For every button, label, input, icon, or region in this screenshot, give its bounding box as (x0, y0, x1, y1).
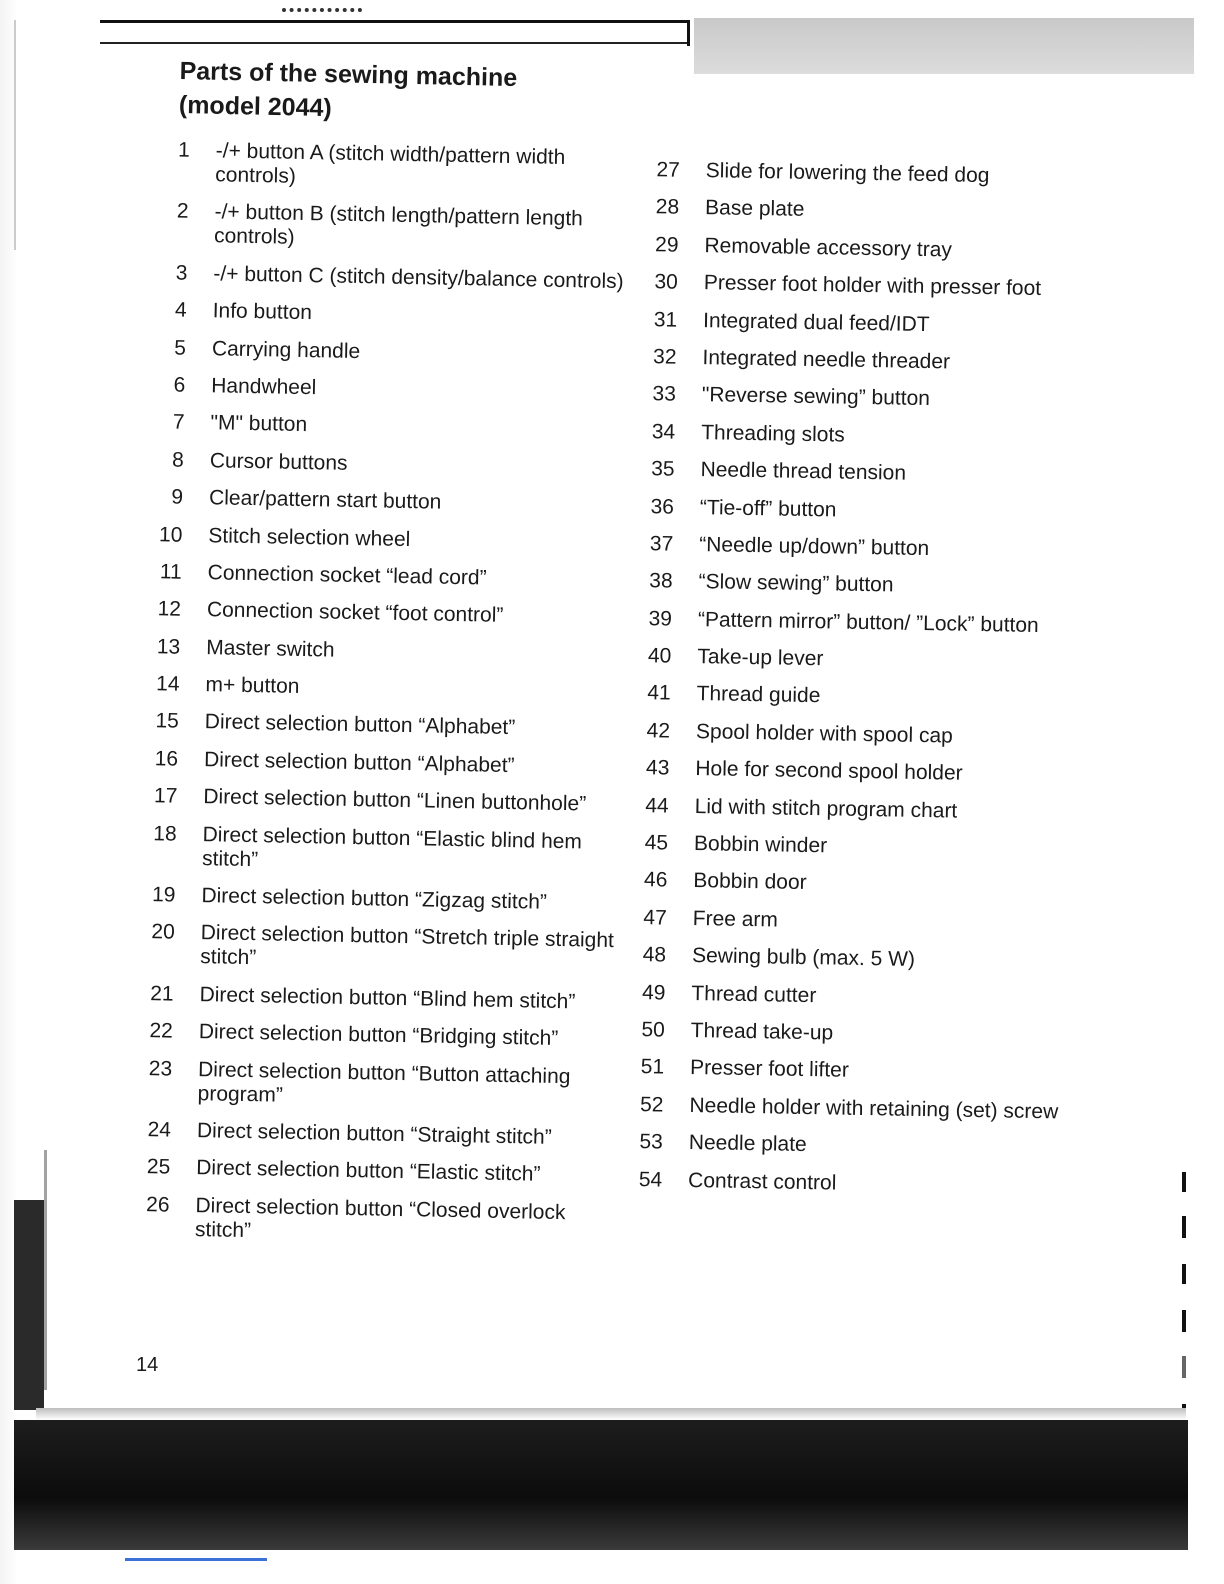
item-number: 5 (174, 336, 187, 360)
item-label: Sewing bulb (max. 5 W) (691, 944, 916, 972)
list-item (136, 822, 627, 879)
item-number: 19 (151, 883, 176, 907)
list-item (146, 298, 636, 331)
item-label: Thread cutter (691, 981, 817, 1007)
item-number: 26 (145, 1192, 170, 1217)
item-label: Bobbin winder (693, 832, 828, 858)
item-label: Direct selection button “Alphabet” (204, 710, 516, 740)
item-label: Needle holder with retaining (set) screw (689, 1093, 1059, 1124)
list-item (626, 943, 1076, 975)
item-label: Master switch (206, 635, 335, 662)
item-number: 9 (171, 485, 184, 509)
item-number: 18 (153, 821, 177, 846)
item-number: 49 (641, 980, 666, 1005)
item-number: 28 (655, 195, 680, 220)
item-number: 7 (172, 410, 185, 435)
item-label: Free arm (692, 906, 779, 932)
list-item (130, 1155, 620, 1188)
item-number: 32 (652, 345, 677, 369)
item-label: “Needle up/down” button (699, 533, 930, 561)
list-item (628, 831, 1078, 863)
item-number: 51 (640, 1055, 665, 1079)
item-number: 2 (176, 199, 189, 224)
item-label: Carrying handle (211, 336, 361, 363)
header-gray-band (694, 18, 1194, 74)
list-item (640, 158, 1090, 190)
item-label: Contrast control (687, 1168, 837, 1195)
item-label: Integrated dual feed/IDT (702, 308, 930, 336)
scan-bottom-dark-band (14, 1420, 1188, 1550)
item-label: Cursor buttons (209, 448, 348, 475)
item-number: 25 (146, 1155, 171, 1179)
item-number: 4 (174, 298, 187, 322)
item-number: 37 (649, 532, 674, 556)
list-item (623, 1130, 1073, 1162)
item-number: 41 (647, 681, 671, 706)
list-item (627, 868, 1077, 900)
item-label: Connection socket “foot control” (206, 598, 504, 628)
item-label: Stitch selection wheel (208, 523, 411, 551)
item-label: Direct selection button “Closed overlock stitch” (194, 1193, 566, 1242)
list-item (131, 1056, 622, 1113)
header-rule-tick (687, 20, 690, 46)
item-number: 53 (639, 1130, 664, 1154)
scan-binding-shadow (14, 1200, 44, 1410)
item-label: Direct selection button “Straight stitch” (196, 1119, 552, 1149)
item-label: “Slow sewing” button (698, 570, 894, 597)
item-label: Take-up lever (697, 645, 824, 671)
item-label: Direct selection button “Elastic stitch” (196, 1156, 541, 1187)
item-label: “Pattern mirror” button/ ”Lock” button (697, 607, 1039, 637)
item-label: Base plate (704, 196, 805, 222)
item-number: 42 (646, 719, 671, 743)
list-item (635, 420, 1085, 452)
list-item (133, 982, 623, 1015)
item-label: -/+ button C (stitch density/balance controls) (213, 262, 624, 293)
item-number: 8 (171, 448, 185, 472)
item-label: Direct selection button “Zigzag stitch” (201, 884, 548, 914)
list-item (147, 261, 637, 294)
item-number: 46 (643, 868, 668, 893)
list-item (134, 920, 625, 977)
list-item (625, 980, 1075, 1012)
page-number: 14 (136, 1354, 159, 1376)
item-label: Bobbin door (693, 869, 807, 895)
list-item (139, 672, 629, 705)
list-item (632, 607, 1082, 639)
scan-margin-mark (1182, 1356, 1186, 1378)
item-number: 17 (153, 784, 178, 808)
list-item (630, 719, 1080, 751)
item-label: Presser foot holder with presser foot (703, 271, 1042, 301)
item-label: Direct selection button “Blind hem stitch” (199, 982, 576, 1014)
list-item (144, 448, 634, 481)
list-item (144, 410, 634, 443)
item-number: 24 (147, 1118, 172, 1142)
page-title (179, 54, 518, 129)
list-item (627, 906, 1077, 938)
item-number: 14 (155, 672, 180, 696)
list-item (145, 373, 635, 406)
list-item (633, 532, 1083, 564)
list-item (137, 784, 627, 817)
item-number: 3 (175, 261, 188, 285)
list-item (623, 1093, 1073, 1125)
item-number: 39 (648, 606, 673, 631)
list-item (146, 336, 636, 369)
item-number: 33 (652, 382, 677, 407)
item-number: 34 (651, 419, 676, 444)
item-label: Presser foot lifter (689, 1056, 850, 1083)
item-number: 35 (651, 457, 675, 481)
item-label: Hole for second spool holder (695, 757, 963, 785)
item-label: Direct selection button “Alphabet” (203, 748, 515, 777)
item-number: 54 (638, 1167, 663, 1192)
item-number: 16 (154, 747, 179, 771)
parts-list-right (622, 158, 1090, 1213)
item-number: 1 (177, 138, 190, 162)
scan-margin-mark (1182, 1310, 1186, 1332)
item-number: 22 (149, 1019, 174, 1043)
list-item (632, 569, 1082, 601)
list-item (636, 345, 1086, 377)
item-label: Direct selection button “Bridging stitch” (198, 1020, 559, 1051)
list-item (628, 794, 1078, 826)
item-label: Spool holder with spool cap (695, 719, 954, 748)
item-label: Removable accessory tray (704, 233, 953, 262)
item-label: Integrated needle threader (702, 346, 951, 374)
item-number: 20 (151, 920, 175, 945)
list-item (142, 522, 632, 555)
item-label: Slide for lowering the feed dog (705, 159, 990, 188)
item-number: 23 (148, 1056, 173, 1081)
scan-stripe (44, 1150, 47, 1390)
list-item (129, 1193, 620, 1250)
item-number: 30 (654, 270, 679, 294)
list-item (141, 597, 631, 630)
list-item (638, 270, 1088, 302)
list-item (634, 494, 1084, 526)
list-item (148, 199, 639, 256)
list-item (141, 560, 631, 593)
item-number: 44 (645, 793, 669, 818)
item-label: Info button (212, 299, 313, 325)
item-label: Threading slots (701, 420, 845, 447)
list-item (622, 1167, 1072, 1199)
parts-list-left (129, 138, 640, 1263)
item-label: "M" button (210, 411, 308, 437)
item-label: -/+ button A (stitch width/pattern width controls) (215, 139, 566, 188)
item-number: 15 (155, 709, 180, 734)
item-label: Needle thread tension (700, 458, 907, 485)
item-number: 36 (650, 494, 675, 519)
scan-margin-mark (1182, 1172, 1186, 1192)
list-item (143, 485, 633, 518)
list-item (629, 756, 1079, 788)
item-number: 31 (653, 307, 678, 332)
item-label: Lid with stitch program chart (694, 794, 958, 823)
item-label: Clear/pattern start button (208, 486, 442, 514)
item-number: 50 (641, 1018, 665, 1042)
list-item (624, 1055, 1074, 1087)
list-item (634, 457, 1084, 489)
list-item (149, 138, 640, 195)
list-item (131, 1118, 621, 1151)
item-label: Direct selection button “Elastic blind hem stitch” (201, 822, 583, 871)
item-label: Thread take-up (690, 1019, 834, 1045)
item-label: Direct selection button “Stretch triple straight stitch” (200, 921, 615, 970)
item-number: 48 (642, 943, 667, 967)
scan-stripe (14, 20, 16, 250)
item-number: 27 (656, 158, 680, 182)
list-item (639, 195, 1089, 227)
header-rule (100, 42, 688, 44)
item-label: Thread guide (696, 682, 821, 708)
item-label: Needle plate (688, 1131, 807, 1157)
item-label: Handwheel (211, 374, 317, 400)
scan-bottom-blue-line (125, 1558, 267, 1561)
page-title-line-2: (model 2044) (178, 90, 333, 123)
list-item (135, 883, 625, 916)
item-number: 10 (158, 522, 183, 547)
list-item (138, 747, 628, 780)
item-number: 29 (654, 233, 679, 257)
scan-margin-mark (1182, 1264, 1186, 1284)
list-item (625, 1018, 1075, 1050)
item-number: 40 (647, 644, 672, 668)
list-item (133, 1019, 623, 1052)
item-number: 13 (156, 634, 181, 659)
item-number: 6 (173, 373, 186, 397)
item-label: Connection socket “lead cord” (207, 561, 487, 590)
item-number: 21 (149, 981, 174, 1006)
list-item (630, 681, 1080, 713)
item-number: 38 (649, 569, 673, 593)
list-item (636, 382, 1086, 414)
item-label: m+ button (205, 673, 300, 699)
item-label: “Tie-off” button (699, 495, 837, 521)
item-number: 11 (159, 560, 182, 584)
cropped-header-text (282, 8, 362, 18)
item-number: 43 (645, 756, 670, 780)
item-label: Direct selection button “Linen buttonhole” (203, 785, 587, 816)
header-rule (100, 20, 688, 23)
list-item (631, 644, 1081, 676)
list-item (638, 233, 1088, 265)
item-number: 12 (157, 597, 182, 621)
item-label: "Reverse sewing” button (701, 383, 931, 411)
item-number: 47 (643, 905, 667, 930)
page-title-line-1: Parts of the sewing machine (179, 56, 518, 93)
list-item (139, 709, 629, 742)
page-bottom-shadow (36, 1408, 1186, 1420)
scan-margin-mark (1182, 1216, 1186, 1238)
item-label: Direct selection button “Button attaching program” (197, 1057, 571, 1107)
list-item (637, 308, 1087, 340)
item-number: 45 (644, 831, 669, 855)
list-item (140, 635, 630, 668)
item-number: 52 (639, 1092, 664, 1117)
item-label: -/+ button B (stitch length/pattern length controls) (213, 200, 584, 250)
